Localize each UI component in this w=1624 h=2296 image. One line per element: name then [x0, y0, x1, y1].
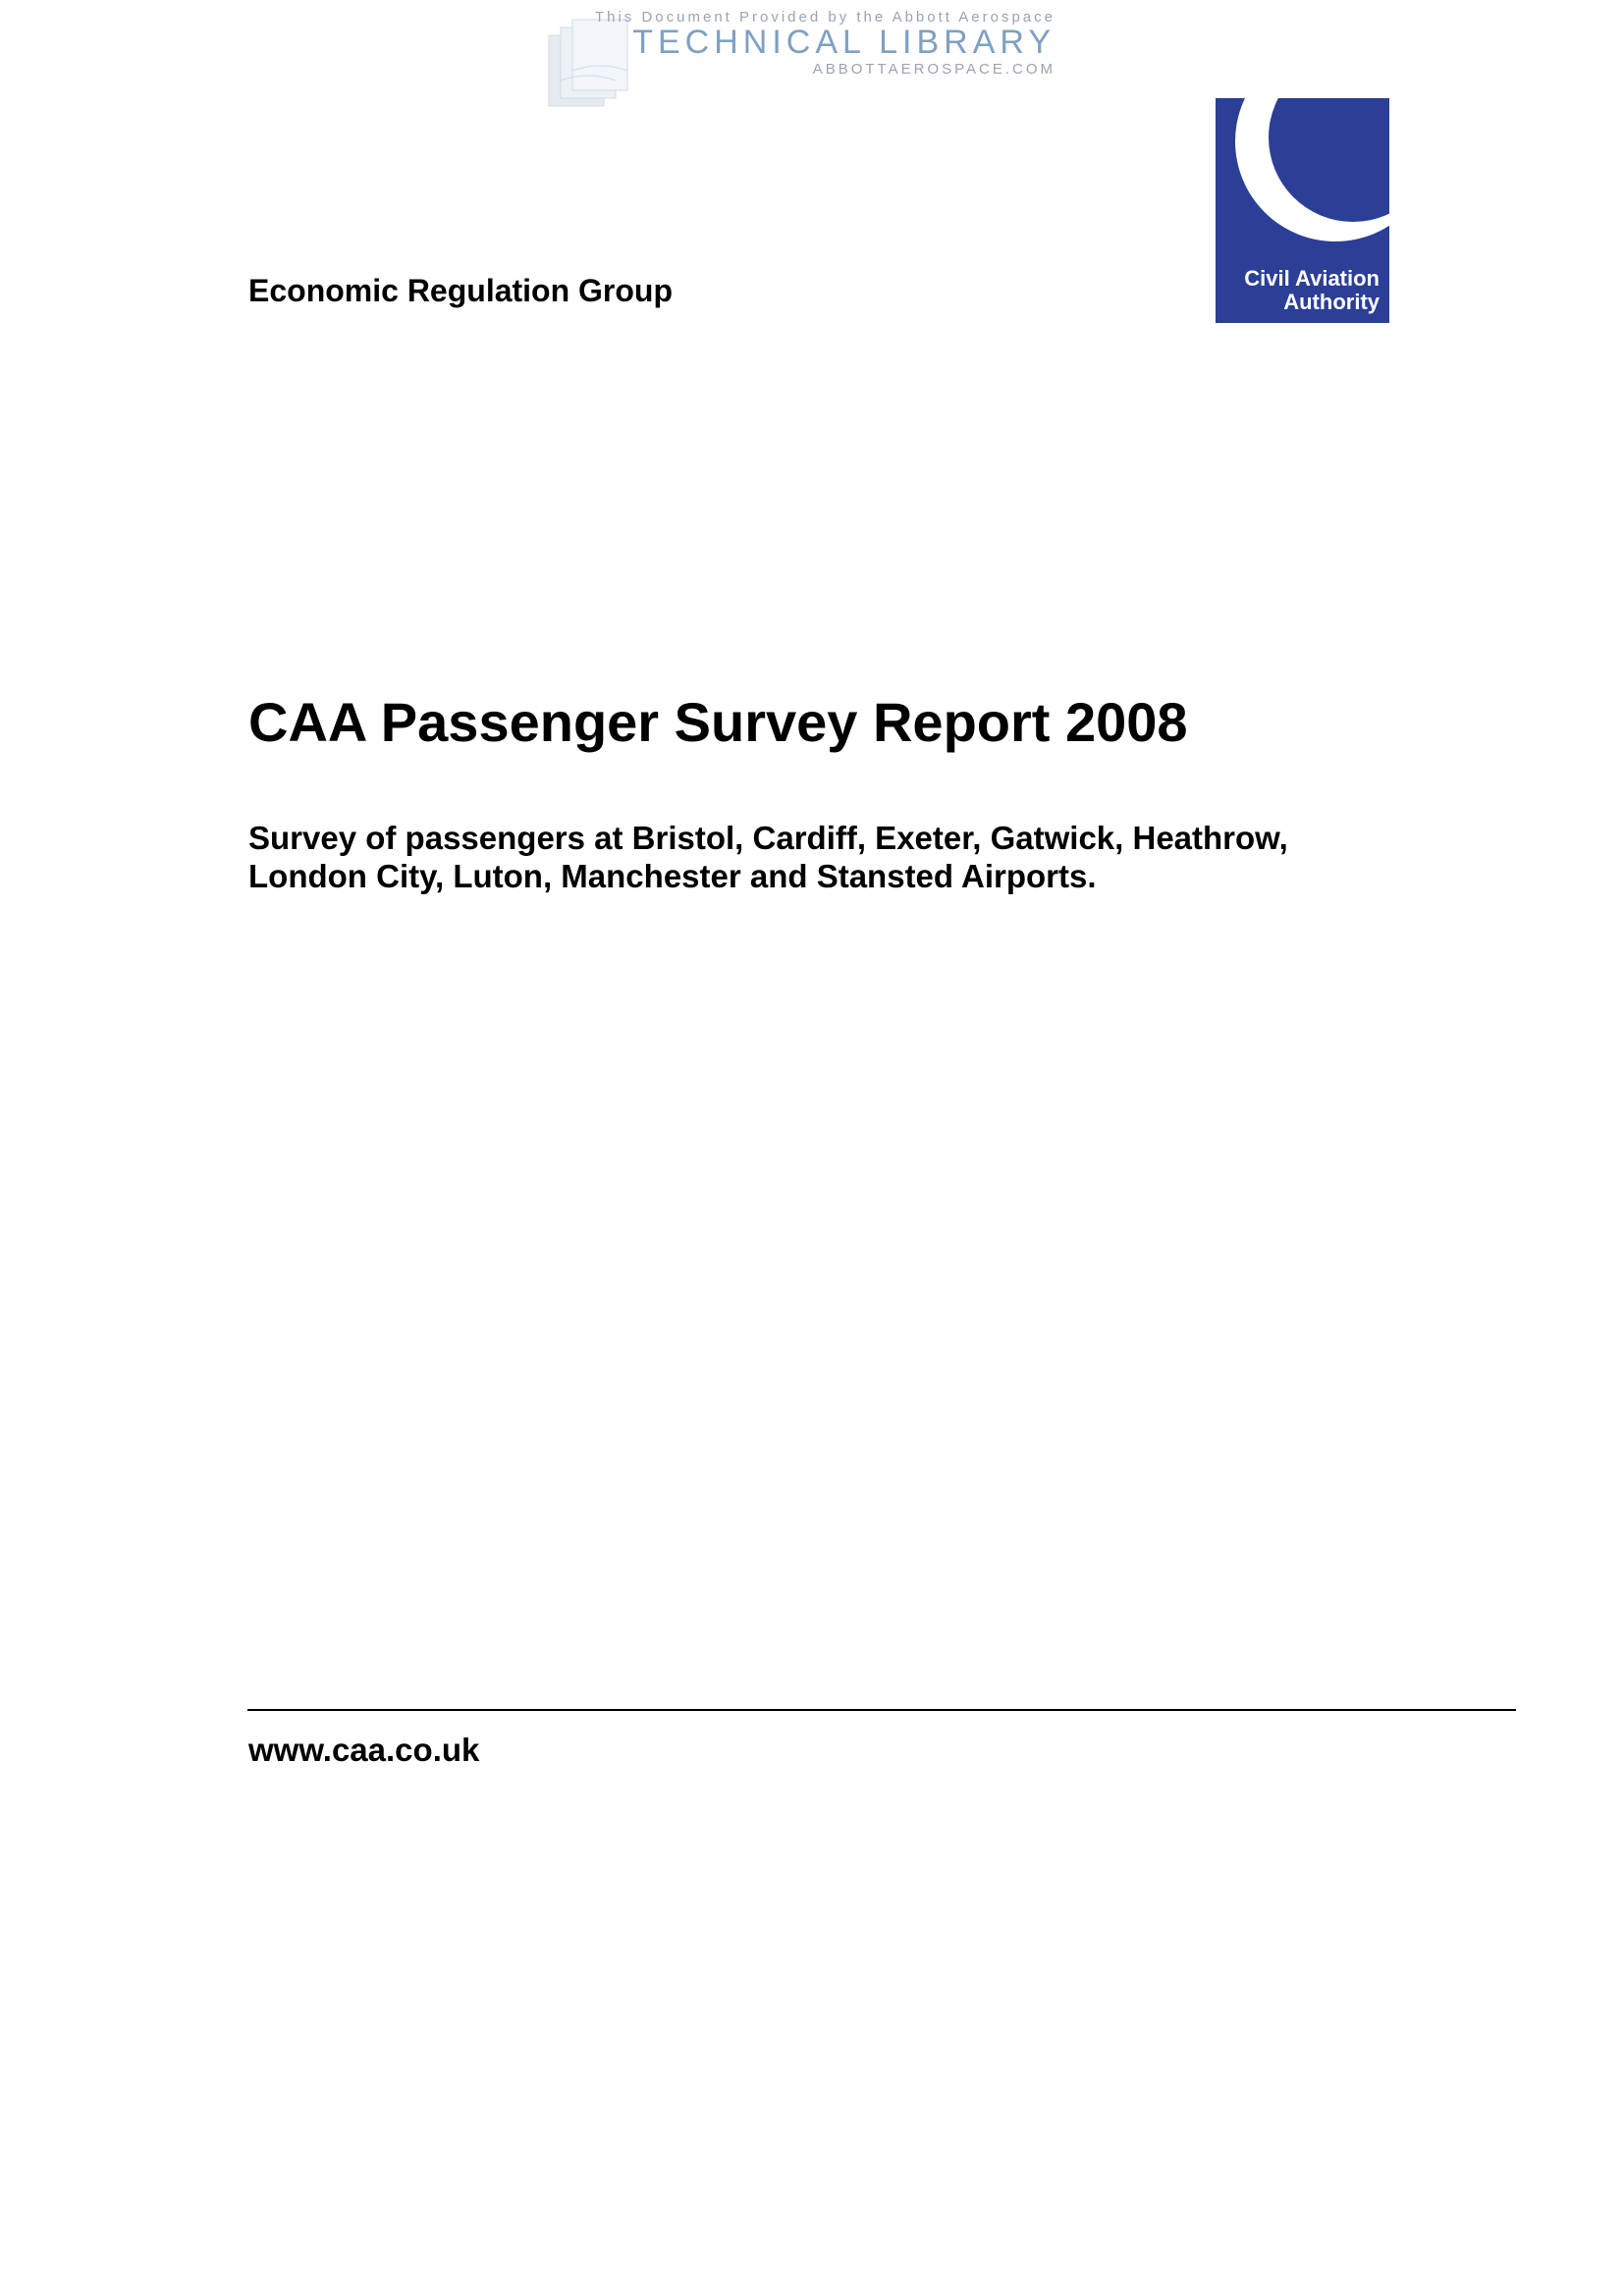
report-title: CAA Passenger Survey Report 2008 [248, 691, 1188, 753]
watermark-provider-text: This Document Provided by the Abbott Aerospace [594, 9, 1056, 26]
footer-divider [247, 1709, 1516, 1711]
caa-logo-text [1244, 267, 1380, 314]
report-subtitle [248, 819, 1427, 895]
caa-logo [1216, 98, 1389, 323]
technical-library-watermark [545, 4, 1075, 114]
subtitle-line1: Survey of passengers at Bristol, Cardiff, Exeter, Gatwick, Heathrow, [248, 820, 1288, 856]
caa-logo-line1: Civil Aviation [1244, 266, 1380, 291]
caa-logo-line2: Authority [1283, 290, 1380, 314]
group-name: Economic Regulation Group [248, 273, 674, 308]
subtitle-line2: London City, Luton, Manchester and Stansted Airports. [248, 858, 1097, 894]
watermark-website-text: ABBOTTAEROSPACE.COM [812, 61, 1056, 78]
watermark-library-title: TECHNICAL LIBRARY [632, 24, 1056, 61]
website-url: www.caa.co.uk [248, 1732, 480, 1768]
